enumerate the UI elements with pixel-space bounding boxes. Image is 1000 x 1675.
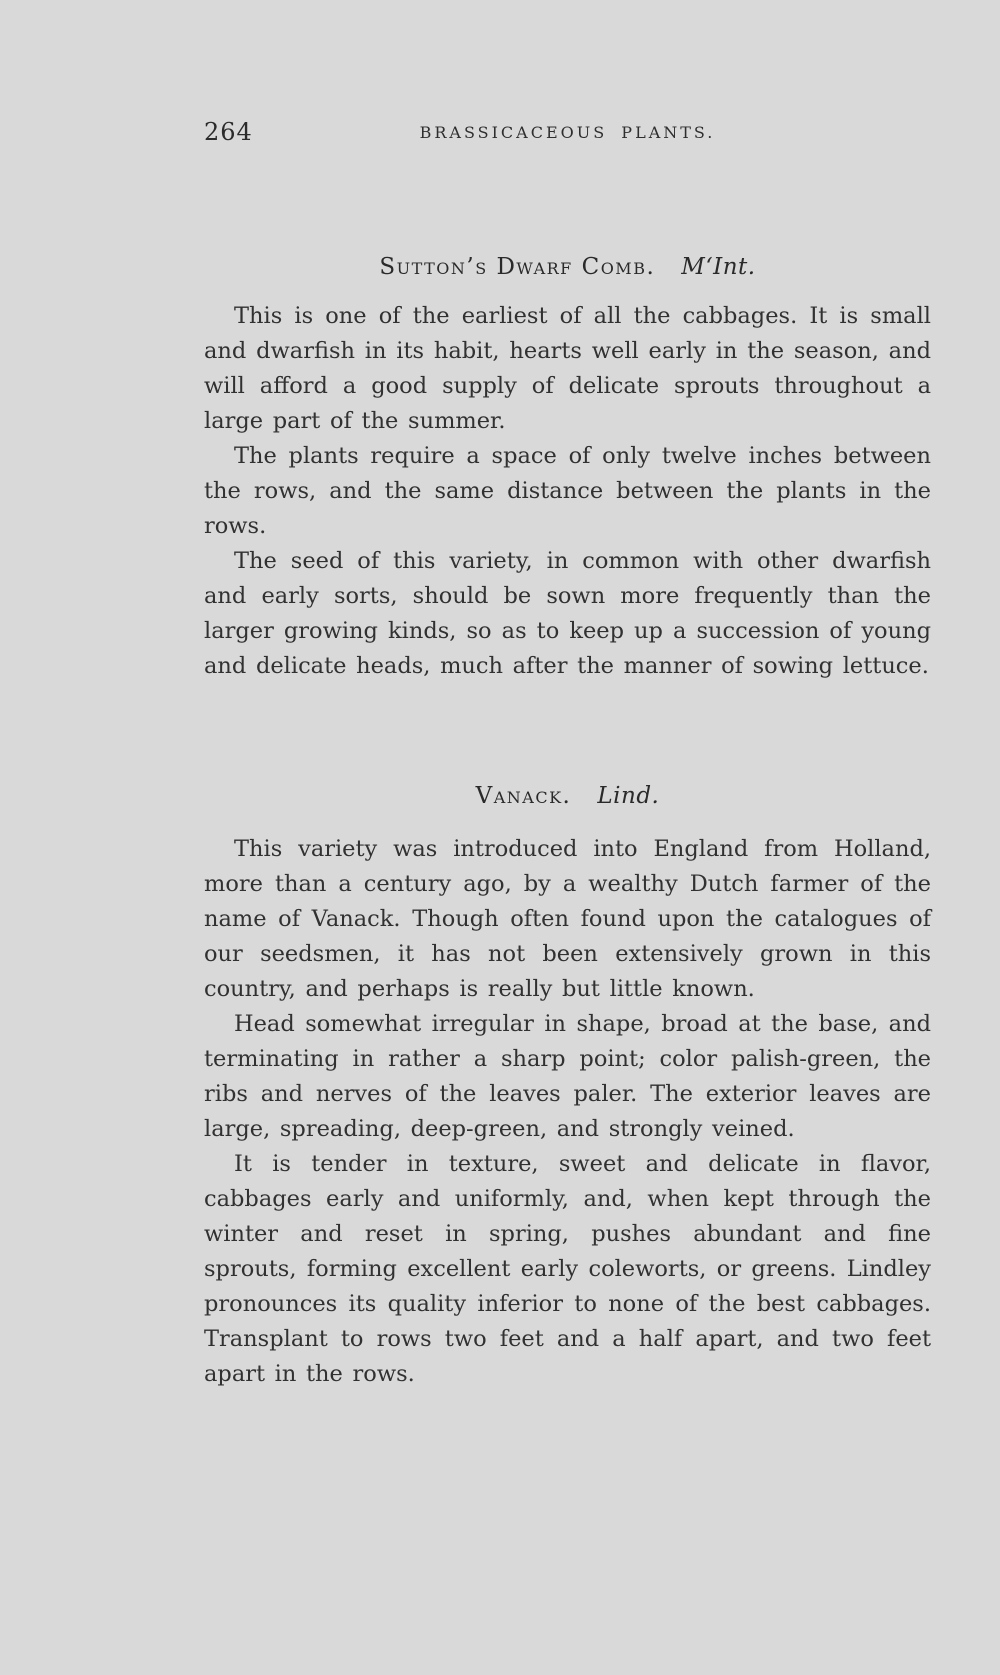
paragraph: It is tender in texture, sweet and delicate in flavor, cabbages early and uniformly, and, when kept through the winter and reset in spring, pushes abundant and fine sprouts, forming excellent early coleworts, or greens. Lindley pronounces its quality inferior to none of the best cabbages. Transplant to rows two feet and a half apart, and two feet apart in the rows. <box>204 1151 931 1387</box>
section-heading-vanack <box>204 779 931 814</box>
paragraph: The seed of this variety, in common with other dwarfish and early sorts, should be sown more frequently than the larger growing kinds, so as to keep up a succession of young and delicate heads, much after the manner of sowing lettuce. <box>204 548 931 679</box>
text-block <box>204 250 931 1392</box>
variety-name: Vanack. <box>475 783 572 809</box>
running-header <box>204 118 931 152</box>
section-heading-suttons-dwarf-comb <box>204 250 931 285</box>
authority-abbreviation: M‘Int. <box>681 254 756 280</box>
paragraph: This is one of the earliest of all the cabbages. It is small and dwarfish in its habit, hearts well early in the season, and will afford a good supply of delicate sprouts throughout a large part of the summer. <box>204 303 931 434</box>
paragraph: The plants require a space of only twelve inches between the rows, and the same distance between the plants in the rows. <box>204 443 931 539</box>
authority-abbreviation: Lind. <box>597 783 660 809</box>
running-title: BRASSICACEOUS PLANTS. <box>419 123 716 142</box>
variety-name: Sutton’s Dwarf Comb. <box>379 254 656 280</box>
paragraph: Head somewhat irregular in shape, broad at the base, and terminating in rather a sharp point; color palish-green, the ribs and nerves of the leaves paler. The exterior leaves are large, spreading, deep-green, and strongly veined. <box>204 1011 931 1142</box>
page-number: 264 <box>204 118 253 146</box>
paragraph: This variety was introduced into England from Holland, more than a century ago, by a wealthy Dutch farmer of the name of Vanack. Though often found upon the catalogues of our seedsmen, it has not been extensively grown in this country, and perhaps is really but little known. <box>204 836 931 1002</box>
